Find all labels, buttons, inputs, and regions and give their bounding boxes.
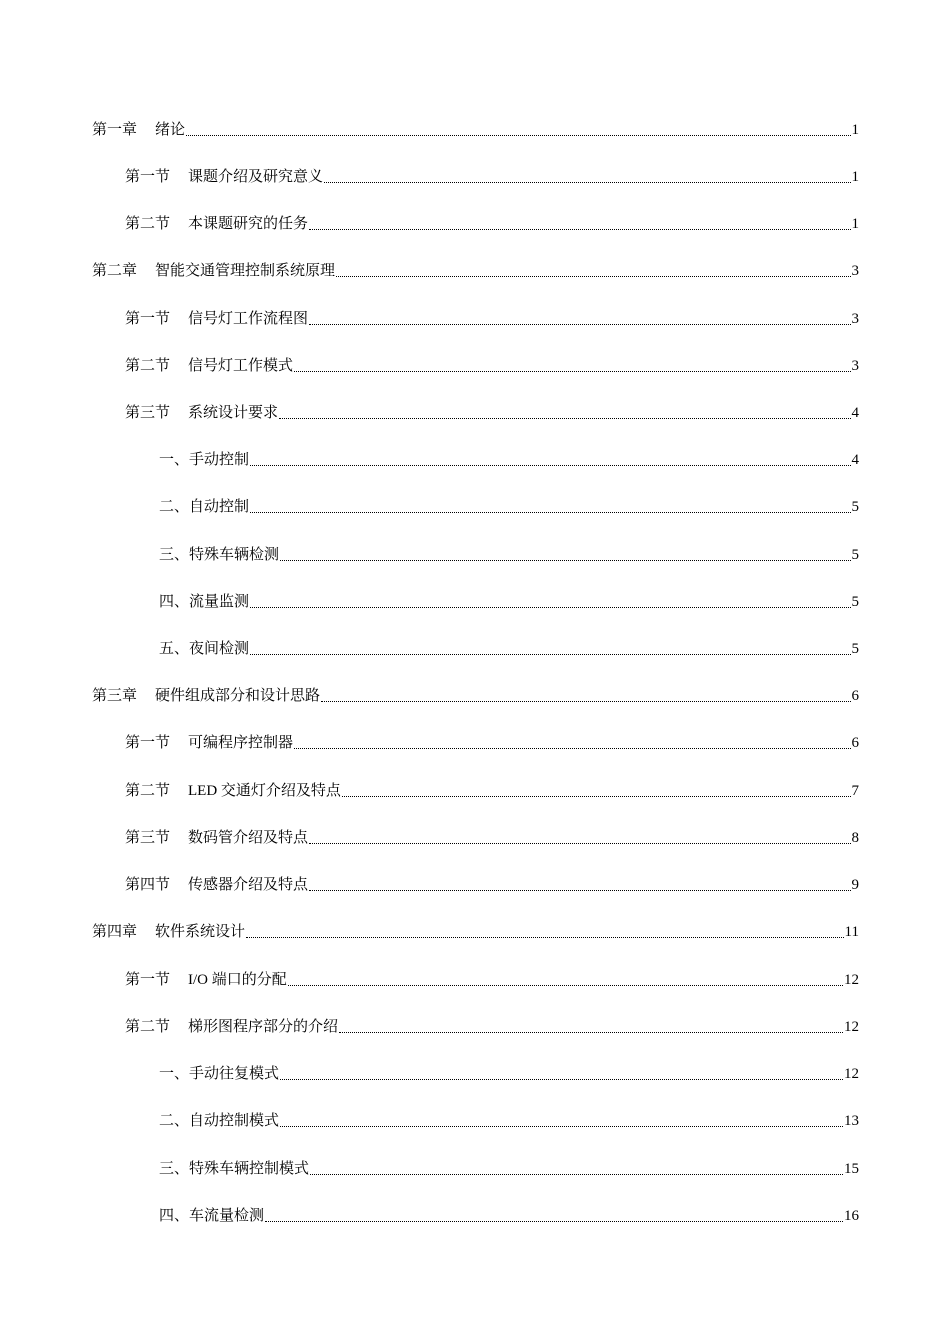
toc-title: 信号灯工作模式	[188, 358, 294, 374]
dot-leader	[321, 701, 850, 702]
toc-entry[interactable]	[125, 163, 859, 187]
dot-leader	[309, 324, 850, 325]
toc-page-number: 3	[851, 358, 859, 374]
toc-entry[interactable]	[159, 1060, 859, 1084]
toc-page-number: 12	[844, 972, 859, 988]
toc-title: 传感器介绍及特点	[188, 877, 309, 893]
toc-page-number: 7	[851, 783, 859, 799]
toc-title: 四、流量监测	[159, 594, 250, 610]
toc-title: 数码管介绍及特点	[188, 830, 309, 846]
toc-label	[125, 875, 308, 895]
dot-leader	[250, 512, 850, 513]
toc-title: 三、特殊车辆控制模式	[159, 1161, 310, 1177]
toc-entry[interactable]	[125, 824, 859, 848]
toc-title: 三、特殊车辆检测	[159, 547, 280, 563]
toc-label	[125, 214, 308, 234]
toc-label	[92, 120, 185, 140]
dot-leader	[294, 748, 850, 749]
toc-number: 第四节	[125, 877, 171, 893]
toc-page-number: 8	[851, 830, 859, 846]
toc-label	[125, 781, 341, 801]
toc-page-number: 3	[851, 311, 859, 327]
toc-title: 绪论	[155, 122, 186, 138]
toc-label	[125, 167, 323, 187]
toc-number: 第三章	[92, 688, 138, 704]
toc-title: 智能交通管理控制系统原理	[155, 263, 336, 279]
toc-number: 第三节	[125, 830, 171, 846]
toc-label	[92, 261, 335, 281]
toc-page-number: 15	[844, 1161, 859, 1177]
toc-number: 第二节	[125, 358, 171, 374]
toc-entry[interactable]	[92, 116, 859, 140]
toc-page-number: 13	[844, 1113, 859, 1129]
dot-leader	[294, 371, 850, 372]
dot-leader	[339, 1032, 843, 1033]
toc-page-number: 1	[851, 216, 859, 232]
dot-leader	[310, 1174, 843, 1175]
toc-entry[interactable]	[159, 446, 859, 470]
toc-title: 一、手动控制	[159, 452, 250, 468]
toc-number: 第一节	[125, 735, 171, 751]
dot-leader	[279, 418, 850, 419]
toc-title: 软件系统设计	[155, 924, 246, 940]
toc-number: 第二章	[92, 263, 138, 279]
dot-leader	[288, 985, 843, 986]
dot-leader	[186, 135, 850, 136]
toc-number: 第一节	[125, 311, 171, 327]
toc-number: 第一章	[92, 122, 138, 138]
toc-page-number: 16	[844, 1208, 859, 1224]
dot-leader	[265, 1221, 843, 1222]
toc-title: 梯形图程序部分的介绍	[188, 1019, 339, 1035]
toc-entry[interactable]	[125, 729, 859, 753]
toc-label	[125, 356, 293, 376]
toc-entry[interactable]	[125, 1013, 859, 1037]
toc-number: 第二节	[125, 1019, 171, 1035]
toc-entry[interactable]	[92, 918, 859, 942]
toc-label	[92, 922, 245, 942]
dot-leader	[250, 465, 850, 466]
toc-entry[interactable]	[125, 305, 859, 329]
dot-leader	[280, 1079, 843, 1080]
dot-leader	[309, 890, 850, 891]
dot-leader	[342, 796, 851, 797]
toc-number: 第四章	[92, 924, 138, 940]
toc-label	[125, 309, 308, 329]
toc-label	[125, 828, 308, 848]
dot-leader	[250, 654, 850, 655]
toc-title: 一、手动往复模式	[159, 1066, 280, 1082]
toc-page-number: 3	[851, 263, 859, 279]
toc-title: 硬件组成部分和设计思路	[155, 688, 321, 704]
dot-leader	[280, 1126, 843, 1127]
toc-entry[interactable]	[159, 1155, 859, 1179]
toc-number: 第二节	[125, 783, 171, 799]
toc-entry[interactable]	[125, 777, 859, 801]
dot-leader	[309, 843, 850, 844]
dot-leader	[250, 607, 850, 608]
toc-number: 第二节	[125, 216, 171, 232]
toc-page-number: 6	[851, 735, 859, 751]
toc-number: 第一节	[125, 972, 171, 988]
toc-title: I/O 端口的分配	[188, 972, 287, 988]
toc-page-number: 5	[851, 594, 859, 610]
toc-label	[125, 1017, 338, 1037]
toc-entry[interactable]	[159, 541, 859, 565]
toc-label	[125, 403, 278, 423]
toc-title: 本课题研究的任务	[188, 216, 309, 232]
toc-entry[interactable]	[159, 588, 859, 612]
toc-number: 第三节	[125, 405, 171, 421]
toc-title: LED 交通灯介绍及特点	[188, 783, 341, 799]
dot-leader	[280, 560, 850, 561]
toc-entry[interactable]	[125, 871, 859, 895]
toc-entry[interactable]	[159, 1107, 859, 1131]
toc-entry[interactable]	[125, 399, 859, 423]
toc-page-number: 6	[851, 688, 859, 704]
toc-entry[interactable]	[125, 352, 859, 376]
toc-title: 五、夜间检测	[159, 641, 250, 657]
toc-entry[interactable]	[92, 257, 859, 281]
dot-leader	[309, 229, 850, 230]
toc-entry[interactable]	[159, 493, 859, 517]
toc-label	[125, 970, 287, 990]
dot-leader	[336, 276, 850, 277]
toc-page-number: 1	[851, 122, 859, 138]
toc-title: 课题介绍及研究意义	[188, 169, 324, 185]
toc-number: 第一节	[125, 169, 171, 185]
toc-label	[125, 733, 293, 753]
toc-title: 二、自动控制	[159, 499, 250, 515]
toc-title: 系统设计要求	[188, 405, 279, 421]
toc-entry[interactable]	[125, 966, 859, 990]
toc-entry[interactable]	[92, 682, 859, 706]
toc-title: 二、自动控制模式	[159, 1113, 280, 1129]
toc-entry[interactable]	[159, 1202, 859, 1226]
toc-page-number: 9	[851, 877, 859, 893]
toc-page-number: 12	[844, 1019, 859, 1035]
toc-page-number: 12	[844, 1066, 859, 1082]
toc-entry[interactable]	[125, 210, 859, 234]
toc-page-number: 11	[844, 924, 859, 940]
toc-title: 四、车流量检测	[159, 1208, 265, 1224]
dot-leader	[324, 182, 850, 183]
toc-page-number: 5	[851, 499, 859, 515]
toc-page-number: 4	[851, 452, 859, 468]
toc-page-number: 1	[851, 169, 859, 185]
toc-title: 信号灯工作流程图	[188, 311, 309, 327]
dot-leader	[246, 937, 844, 938]
toc-page-number: 4	[851, 405, 859, 421]
toc-page-number: 5	[851, 641, 859, 657]
toc-title: 可编程序控制器	[188, 735, 294, 751]
toc-label	[92, 686, 320, 706]
toc-page-number: 5	[851, 547, 859, 563]
toc-entry[interactable]	[159, 635, 859, 659]
